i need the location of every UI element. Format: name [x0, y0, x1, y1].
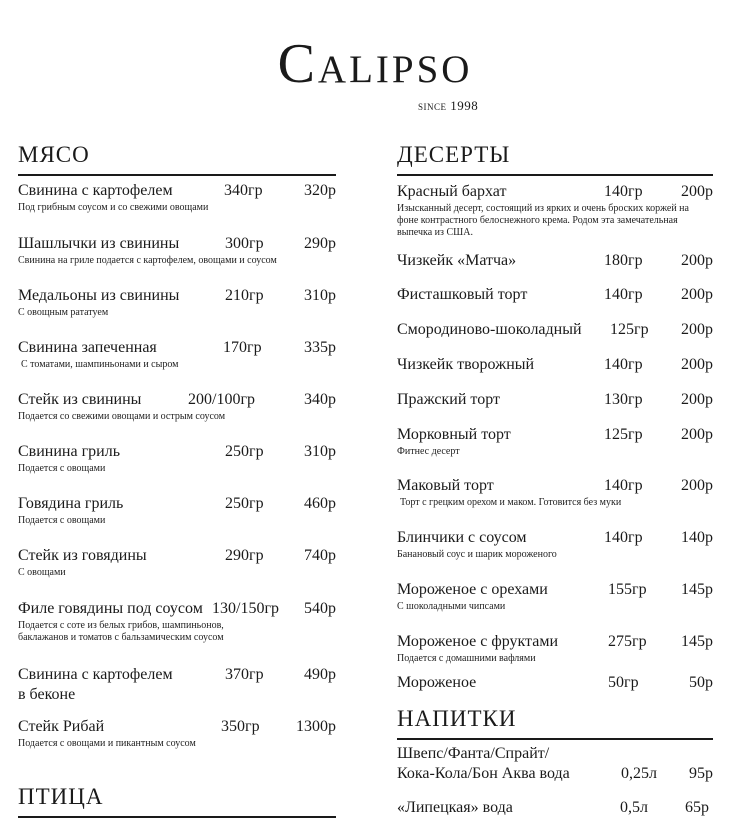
item-weight: 140гр: [604, 286, 643, 303]
item-weight: 180гр: [604, 252, 643, 269]
section-divider: [18, 174, 336, 176]
item-name: Говядина гриль: [18, 495, 124, 512]
item-name: Морковный торт: [397, 426, 511, 443]
item-price: 200р: [681, 252, 713, 269]
item-price: 65р: [685, 799, 709, 816]
item-description: Изысканный десерт, состоящий из ярких и очень броских коржей на фоне контрастного белоснежного крема. Родом эта замечательная выпечка из США.: [397, 203, 689, 238]
item-name: Стейк из свинины: [18, 391, 142, 408]
item-weight: 340гр: [224, 182, 263, 199]
item-price: 540р: [304, 600, 336, 617]
menu-item: [397, 798, 713, 818]
menu-item: [397, 528, 713, 561]
menu-item: [397, 320, 713, 340]
item-name: Шашлычки из свинины: [18, 235, 180, 252]
menu-item: [397, 476, 713, 509]
section-title-drinks: НАПИТКИ: [397, 706, 517, 731]
item-price: 340р: [304, 391, 336, 408]
item-name: Мороженое: [397, 674, 477, 691]
item-name: Кока-Кола/Бон Аква вода: [397, 765, 570, 782]
item-weight: 290гр: [225, 547, 264, 564]
section-title-poultry: ПТИЦА: [18, 784, 104, 809]
item-description: С шоколадными чипсами: [397, 601, 506, 612]
item-weight: 370гр: [225, 666, 264, 683]
item-description: Торт с грецким орехом и маком. Готовится без муки: [400, 497, 622, 508]
menu-item: [18, 338, 336, 371]
menu-item: [18, 286, 336, 319]
item-weight: 300гр: [225, 235, 264, 252]
item-price: 200р: [681, 426, 713, 443]
menu-item: [397, 182, 713, 239]
item-weight: 125гр: [610, 321, 649, 338]
item-weight: 130гр: [604, 391, 643, 408]
item-name: Красный бархат: [397, 183, 507, 200]
item-description: Свинина на гриле подается с картофелем, овощами и соусом: [18, 255, 277, 266]
item-description: Подается с овощами и пикантным соусом: [18, 738, 196, 749]
item-price: 490р: [304, 666, 336, 683]
item-weight: 200/100гр: [188, 391, 256, 408]
item-description: Под грибным соусом и со свежими овощами: [18, 202, 209, 213]
item-name: Чизкейк творожный: [397, 356, 535, 373]
item-price: 200р: [681, 477, 713, 494]
menu-item: [18, 546, 336, 579]
item-description: Банановый соус и шарик мороженого: [397, 549, 557, 560]
item-name: Стейк из говядины: [18, 547, 147, 564]
item-weight: 155гр: [608, 581, 647, 598]
section-divider: [18, 816, 336, 818]
item-price: 200р: [681, 391, 713, 408]
item-description: Подается с овощами: [18, 515, 106, 526]
item-price: 140р: [681, 529, 713, 546]
menu-item: [397, 251, 713, 271]
item-name: «Липецкая» вода: [397, 799, 513, 816]
item-price: 310р: [304, 443, 336, 460]
item-weight: 170гр: [223, 339, 262, 356]
item-price: 200р: [681, 321, 713, 338]
menu-item: [18, 390, 336, 423]
item-price: 50р: [689, 674, 713, 691]
item-description: Подается с соте из белых грибов, шампиньонов, баклажанов и томатов с бальзамическим соусом: [18, 620, 224, 643]
item-name: Блинчики с соусом: [397, 529, 527, 546]
item-weight: 50гр: [608, 674, 639, 691]
menu-item: [397, 285, 713, 305]
item-weight: 140гр: [604, 477, 643, 494]
item-weight: 275гр: [608, 633, 647, 650]
menu-item: [397, 580, 713, 613]
item-name: Свинина гриль: [18, 443, 120, 460]
item-weight: 0,25л: [621, 765, 657, 782]
item-price: 290р: [304, 235, 336, 252]
item-name: Медальоны из свинины: [18, 287, 180, 304]
item-name: Мороженое с фруктами: [397, 633, 559, 650]
desserts-column: [397, 0, 713, 824]
item-price: 200р: [681, 183, 713, 200]
item-price: 145р: [681, 633, 713, 650]
item-name: Чизкейк «Матча»: [397, 252, 517, 269]
item-description: Фитнес десерт: [397, 446, 460, 457]
menu-item: [18, 442, 336, 475]
item-name: Смородиново-шоколадный: [397, 321, 582, 338]
item-name: Стейк Рибай: [18, 718, 105, 735]
item-price: 310р: [304, 287, 336, 304]
item-name: Фисташковый торт: [397, 286, 528, 303]
item-description: Подается со свежими овощами и острым соусом: [18, 411, 226, 422]
section-title-desserts: ДЕСЕРТЫ: [397, 142, 511, 167]
menu-item: [18, 234, 336, 267]
meat-column: [18, 0, 336, 824]
item-price: 740р: [304, 547, 336, 564]
item-price: 1300р: [296, 718, 336, 735]
item-weight: 210гр: [225, 287, 264, 304]
menu-item: [18, 181, 336, 214]
section-title-meat: МЯСО: [18, 142, 90, 167]
item-price: 460р: [304, 495, 336, 512]
item-weight: 125гр: [604, 426, 643, 443]
item-name: Мороженое с орехами: [397, 581, 548, 598]
menu-item: [18, 599, 336, 644]
item-name: Свинина запеченная: [18, 339, 157, 356]
item-weight: 250гр: [225, 443, 264, 460]
menu-item: [397, 390, 713, 410]
item-weight: 350гр: [221, 718, 260, 735]
item-name: Филе говядины под соусом: [18, 600, 203, 617]
item-price: 320р: [304, 182, 336, 199]
brand-since: since 1998: [418, 98, 479, 113]
item-description: Подается с овощами: [18, 463, 106, 474]
menu-item: [397, 744, 713, 784]
item-price: 335р: [304, 339, 336, 356]
item-name-first-line: Швепс/Фанта/Спрайт/: [397, 745, 550, 762]
item-price: 95р: [689, 765, 713, 782]
item-name: Свинина с картофелем: [18, 182, 173, 199]
brand-logo: Calipso: [277, 33, 473, 95]
item-description: С овощным рататуем: [18, 307, 109, 318]
menu-item: [18, 717, 336, 750]
item-weight: 140гр: [604, 529, 643, 546]
item-price: 145р: [681, 581, 713, 598]
item-name: Маковый торт: [397, 477, 494, 494]
menu-item: [397, 425, 713, 458]
item-weight: 250гр: [225, 495, 264, 512]
menu-item: [18, 665, 336, 705]
item-weight: 0,5л: [620, 799, 648, 816]
item-description: С томатами, шампиньонами и сыром: [21, 359, 179, 370]
item-price: 200р: [681, 286, 713, 303]
section-divider: [397, 174, 713, 176]
menu-item: [397, 673, 713, 693]
item-name: Пражский торт: [397, 391, 500, 408]
menu-item: [18, 494, 336, 527]
section-divider: [397, 738, 713, 740]
item-price: 200р: [681, 356, 713, 373]
item-description: С овощами: [18, 567, 66, 578]
item-description: Подается с домашними вафлями: [397, 653, 536, 664]
item-name-continued: в беконе: [18, 686, 76, 703]
item-weight: 140гр: [604, 183, 643, 200]
menu-item: [397, 632, 713, 665]
menu-item: [397, 355, 713, 375]
item-name: Свинина с картофелем: [18, 666, 173, 683]
item-weight: 140гр: [604, 356, 643, 373]
item-weight: 130/150гр: [212, 600, 280, 617]
